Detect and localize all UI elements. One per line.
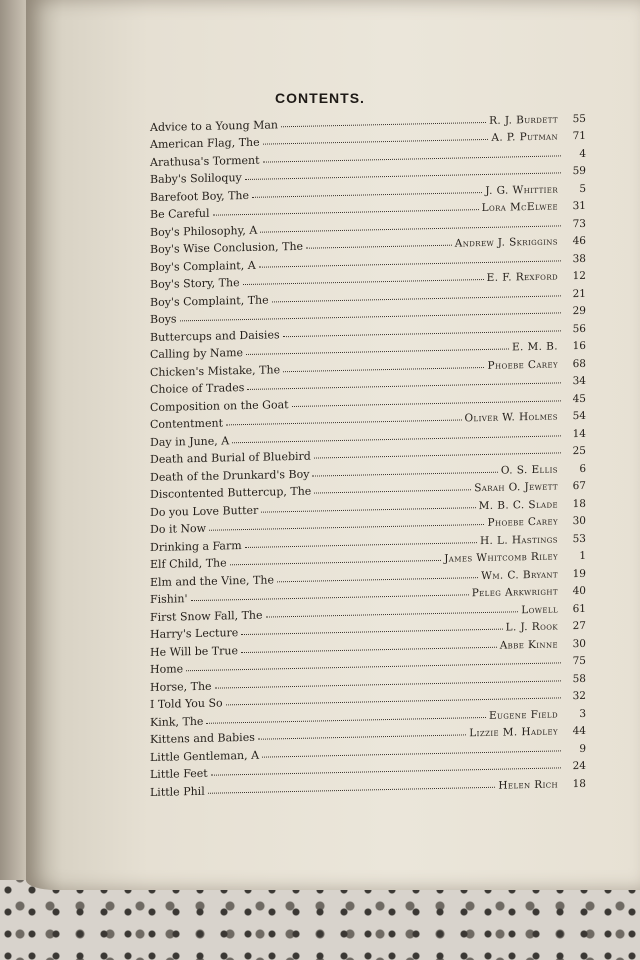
entry-author: J. G. Whittier [485,182,558,197]
entry-page-number: 1 [579,549,586,563]
entry-author: Eugene Field [488,707,558,722]
entry-title: I Told You So [150,696,223,711]
entry-title: He Will be True [150,643,238,659]
entry-page-number: 67 [572,479,586,493]
contents-heading: CONTENTS. [275,90,365,106]
entry-title: Death of the Drunkard's Boy [150,467,310,484]
entry-title: Day in June, A [150,433,230,449]
entry-page-number: 5 [579,182,586,195]
entry-page-number: 12 [572,269,586,283]
entry-page-number: 21 [572,287,586,300]
entry-author: M. B. C. Slade [478,497,558,512]
entry-page-number: 56 [572,322,586,335]
entry-title: Drinking a Farm [150,538,242,554]
entry-title: Choice of Trades [150,381,245,396]
entry-title: Chicken's Mistake, The [150,362,281,379]
entry-page-number: 30 [572,514,586,528]
entry-page-number: 6 [579,462,586,475]
entry-title: Home [150,662,184,676]
entry-page-number: 24 [572,759,586,773]
entry-title: Boy's Philosophy, A [150,223,258,239]
entry-page-number: 38 [572,252,586,265]
entry-title: Boys [150,312,177,326]
entry-page-number: 19 [572,567,586,580]
entry-title: Be Careful [150,206,210,221]
entry-author: Phoebe Carey [487,357,558,372]
entry-page-number: 4 [579,147,586,160]
dot-leader [281,121,486,126]
entry-page-number: 9 [579,742,586,755]
entry-title: Arathusa's Torment [150,153,260,169]
entry-author: Andrew J. Skriggins [454,235,558,250]
entry-author: Wm. C. Bryant [481,567,558,582]
entry-page-number: 61 [572,602,586,615]
entry-author: Lora McElwee [481,200,558,215]
entry-title: Little Feet [150,766,208,781]
entry-title: Kittens and Babies [150,730,255,746]
entry-page-number: 75 [572,654,586,668]
entry-page-number: 40 [572,584,586,598]
entry-title: Advice to a Young Man [150,117,279,134]
entry-title: Do you Love Butter [150,503,259,519]
entry-page-number: 25 [572,444,586,458]
entry-page-number: 27 [572,619,586,633]
entry-author: Peleg Arkwright [471,585,558,600]
entry-page-number: 68 [572,357,586,370]
entry-page-number: 73 [572,217,586,230]
entry-author: Helen Rich [498,777,558,792]
entry-title: Barefoot Boy, The [150,188,250,204]
entry-page-number: 58 [572,672,586,685]
entry-page-number: 31 [572,199,586,213]
entry-author: Sarah O. Jewett [474,480,558,495]
entry-title: Kink, The [150,714,204,729]
entry-page-number: 71 [572,129,586,143]
contents-list [150,107,586,799]
entry-author: E. M. B. [511,340,558,354]
entry-title: First Snow Fall, The [150,608,263,624]
entry-page-number: 53 [572,532,586,545]
dot-leader [230,560,442,565]
entry-title: Buttercups and Daisies [150,327,280,344]
entry-page-number: 44 [572,724,586,738]
entry-title: Baby's Soliloquy [150,171,242,186]
dot-leader [283,366,484,371]
entry-page-number: 46 [572,234,586,248]
entry-title: Boy's Complaint, A [150,258,256,274]
entry-author: Oliver W. Holmes [464,410,558,425]
dot-leader [306,245,452,249]
entry-title: Contentment [150,416,224,431]
entry-page-number: 14 [572,427,586,440]
entry-author: O. S. Ellis [500,462,558,477]
entry-page-number: 45 [572,392,586,405]
entry-title: American Flag, The [150,135,260,151]
entry-page-number: 30 [572,637,586,650]
entry-title: Elm and the Vine, The [150,572,274,589]
entry-author: Lizzie M. Hadley [469,725,558,740]
entry-author: L. J. Rook [505,620,558,634]
entry-title: Discontented Buttercup, The [150,484,312,501]
entry-title: Little Gentleman, A [150,748,260,764]
entry-title: Calling by Name [150,346,244,361]
entry-page-number: 59 [572,164,586,178]
entry-page-number: 18 [572,777,586,790]
entry-title: Horse, The [150,679,212,694]
entry-author: Abbe Kinne [499,637,558,652]
dot-leader [312,471,497,476]
entry-title: Composition on the Goat [150,397,289,414]
entry-author: H. L. Hastings [479,532,558,547]
entry-page-number: 55 [572,112,586,125]
dot-leader [277,577,478,582]
entry-page-number: 54 [572,409,586,423]
entry-title: Boy's Story, The [150,276,240,291]
entry-title: Death and Burial of Bluebird [150,449,311,466]
entry-page-number: 18 [572,497,586,510]
entry-author: A. P. Putman [491,130,558,144]
entry-author: R. J. Burdett [489,112,558,127]
entry-title: Elf Child, The [150,556,227,571]
entry-title: Harry's Lecture [150,626,239,641]
entry-page-number: 3 [579,707,586,720]
entry-title: Little Phil [150,784,205,799]
entry-title: Fishin' [150,592,188,606]
entry-author: Phoebe Carey [487,515,558,529]
dot-leader [314,489,471,493]
entry-author: Lowell [521,602,558,616]
entry-author: E. F. Rexford [486,270,558,284]
entry-page-number: 32 [572,689,586,703]
dot-leader [258,734,466,739]
entry-title: Boy's Wise Conclusion, The [150,239,304,256]
entry-page-number: 34 [572,374,586,388]
entry-page-number: 29 [572,304,586,318]
entry-title: Do it Now [150,521,207,536]
entry-author: James Whitcomb Riley [444,550,558,565]
entry-title: Boy's Complaint, The [150,293,269,309]
entry-page-number: 16 [572,339,586,353]
